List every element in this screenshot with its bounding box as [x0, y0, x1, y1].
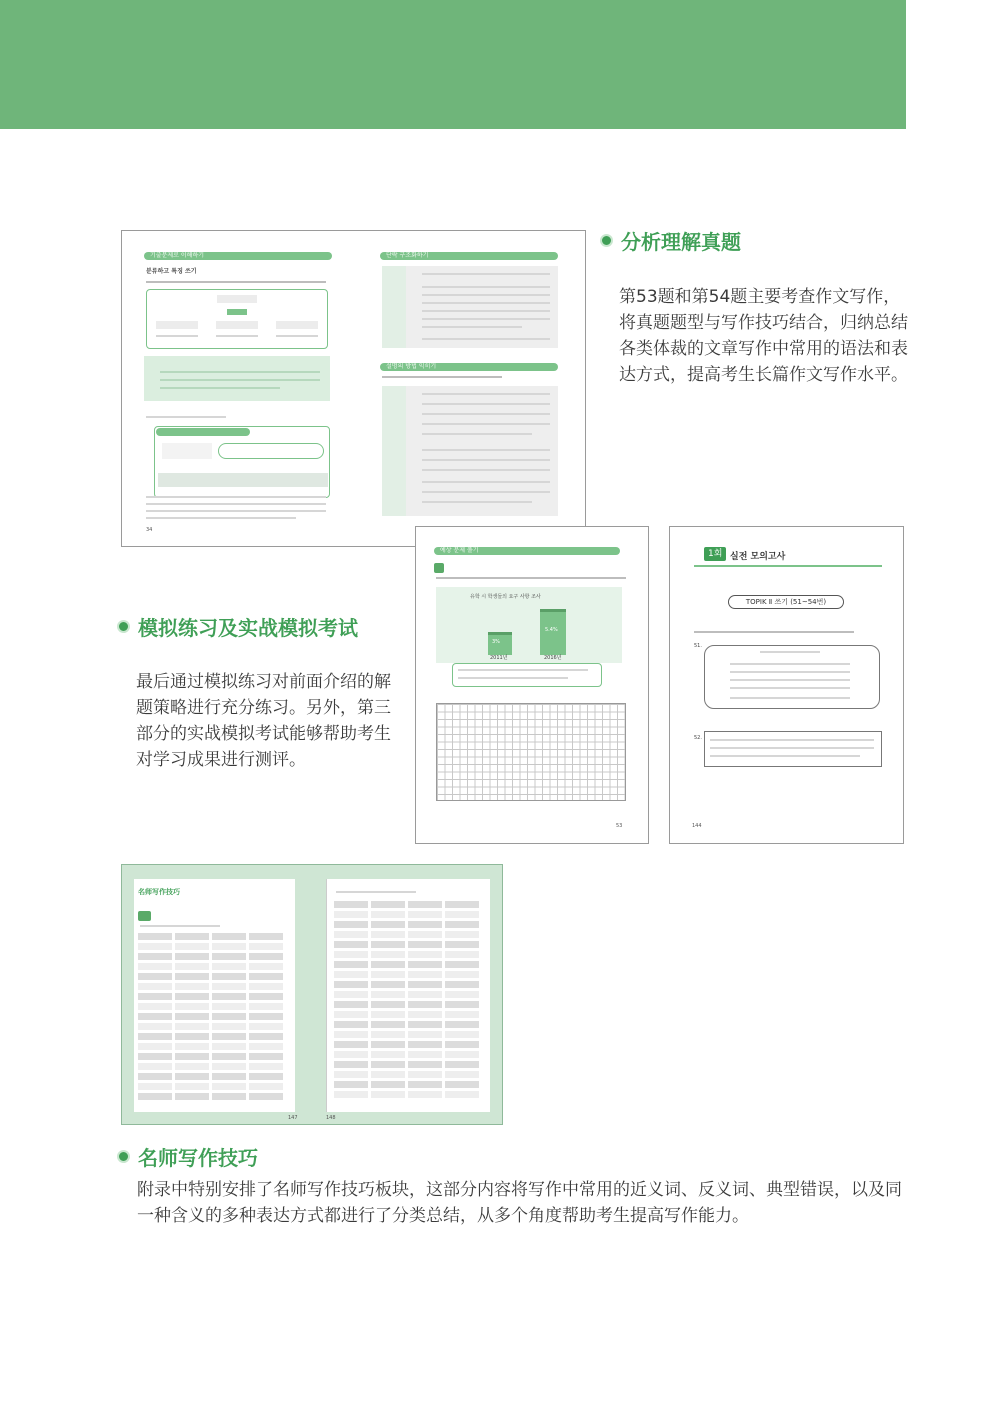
- question-51-label: 51.: [694, 643, 702, 649]
- table-cell: [175, 983, 209, 990]
- writing-grid: [436, 703, 626, 801]
- table-cell: [408, 1031, 442, 1038]
- table-cell: [371, 1021, 405, 1028]
- table-cell: [371, 941, 405, 948]
- table-cell: [334, 961, 368, 968]
- table-cell: [138, 953, 172, 960]
- table-cell: [334, 901, 368, 908]
- table-cell: [408, 991, 442, 998]
- section-practice-body: 最后通过模拟练习对前面介绍的解题策略进行充分练习。另外，第三部分的实战模拟考试能够帮助考生对学习成果进行测评。: [136, 672, 391, 770]
- table-cell: [445, 1051, 479, 1058]
- table-cell: [445, 1061, 479, 1068]
- top-color-band: [0, 0, 906, 129]
- tips-header: 名师写作技巧: [138, 888, 180, 896]
- chart-title: 유학 시 학생들의 요구 사항 조사: [470, 594, 541, 600]
- table-cell: [212, 1003, 246, 1010]
- table-cell: [334, 941, 368, 948]
- section-tips-body: 附录中特别安排了名师写作技巧板块，这部分内容将写作中常用的近义词、反义词、典型错误，以及同一种含义的多种表达方式都进行了分类总结，从多个角度帮助考生提高写作能力。: [137, 1180, 902, 1226]
- table-cell: [408, 1041, 442, 1048]
- table-cell: [175, 933, 209, 940]
- table-cell: [212, 963, 246, 970]
- practice-page-thumbnail: [415, 526, 649, 844]
- table-cell: [212, 973, 246, 980]
- table-cell: [249, 973, 283, 980]
- table-cell: [334, 991, 368, 998]
- table-cell: [408, 961, 442, 968]
- table-cell: [408, 971, 442, 978]
- table-cell: [408, 1081, 442, 1088]
- right-page-header-1: [380, 252, 558, 260]
- table-cell: [371, 951, 405, 958]
- table-cell: [175, 1023, 209, 1030]
- table-cell: [138, 973, 172, 980]
- table-cell: [334, 981, 368, 988]
- table-cell: [249, 1023, 283, 1030]
- table-cell: [212, 983, 246, 990]
- table-cell: [371, 931, 405, 938]
- page-number-left: 34: [146, 527, 153, 533]
- table-cell: [138, 1053, 172, 1060]
- section-tips-title: [117, 1142, 258, 1171]
- table-cell: [212, 1083, 246, 1090]
- table-cell: [445, 911, 479, 918]
- bullet-dot-icon: [117, 620, 130, 633]
- table-cell: [212, 1063, 246, 1070]
- table-cell: [212, 993, 246, 1000]
- table-cell: [408, 921, 442, 928]
- question-52-label: 52.: [694, 735, 702, 741]
- table-cell: [175, 1043, 209, 1050]
- table-cell: [371, 1081, 405, 1088]
- table-cell: [445, 971, 479, 978]
- table-cell: [371, 1011, 405, 1018]
- table-cell: [138, 1013, 172, 1020]
- table-cell: [212, 943, 246, 950]
- practice-page-number: 53: [616, 823, 623, 829]
- table-cell: [249, 1083, 283, 1090]
- table-cell: [334, 1021, 368, 1028]
- table-cell: [371, 911, 405, 918]
- table-cell: [138, 983, 172, 990]
- table-cell: [408, 1071, 442, 1078]
- left-page-header: [144, 252, 332, 260]
- table-cell: [212, 1093, 246, 1100]
- question-52-box: [704, 731, 882, 767]
- table-cell: [371, 961, 405, 968]
- table-cell: [445, 1001, 479, 1008]
- table-cell: [445, 961, 479, 968]
- bar-2011-label: 3%: [492, 639, 500, 645]
- table-cell: [175, 1053, 209, 1060]
- table-cell: [175, 1003, 209, 1010]
- table-cell: [445, 931, 479, 938]
- bullet-dot-icon: [600, 234, 613, 247]
- table-cell: [212, 933, 246, 940]
- table-cell: [175, 1073, 209, 1080]
- table-cell: [371, 971, 405, 978]
- table-cell: [445, 941, 479, 948]
- table-cell: [371, 1041, 405, 1048]
- table-cell: [175, 963, 209, 970]
- table-cell: [138, 1063, 172, 1070]
- right-page-header-2-text: 설명의 방법 익히기: [386, 363, 437, 370]
- table-cell: [334, 1071, 368, 1078]
- table-cell: [371, 921, 405, 928]
- table-cell: [175, 943, 209, 950]
- table-cell: [212, 1033, 246, 1040]
- table-cell: [334, 1081, 368, 1088]
- table-cell: [175, 1083, 209, 1090]
- table-cell: [138, 1023, 172, 1030]
- table-cell: [408, 941, 442, 948]
- table-cell: [408, 911, 442, 918]
- table-cell: [138, 1043, 172, 1050]
- table-cell: [408, 951, 442, 958]
- mock-subtitle-pill: [728, 595, 844, 609]
- table-cell: [445, 1011, 479, 1018]
- bar-2011-year: 2011년: [490, 655, 508, 661]
- table-cell: [334, 971, 368, 978]
- section-analysis-body: 第53题和第54题主要考查作文写作，将真题题型与写作技巧结合，归纳总结各类体裁的文章写作中常用的语法和表达方式，提高考生长篇作文写作水平。: [619, 287, 908, 385]
- table-cell: [445, 1091, 479, 1098]
- section-tips-title-text: 名师写作技巧: [138, 1146, 258, 1170]
- table-cell: [334, 1051, 368, 1058]
- table-cell: [175, 993, 209, 1000]
- table-cell: [371, 1051, 405, 1058]
- table-cell: [175, 1033, 209, 1040]
- table-cell: [249, 1093, 283, 1100]
- table-cell: [408, 901, 442, 908]
- bar-2016-year: 2016년: [544, 655, 562, 661]
- mock-title: 실전 모의고사: [730, 552, 786, 562]
- bar-2016-label: 5.4%: [545, 627, 558, 633]
- table-cell: [138, 1073, 172, 1080]
- table-cell: [445, 1021, 479, 1028]
- table-cell: [445, 991, 479, 998]
- table-cell: [371, 1001, 405, 1008]
- table-cell: [334, 1011, 368, 1018]
- table-cell: [371, 1061, 405, 1068]
- table-cell: [371, 901, 405, 908]
- table-cell: [138, 963, 172, 970]
- mock-page-number: 144: [692, 823, 702, 829]
- table-cell: [249, 943, 283, 950]
- table-cell: [212, 1043, 246, 1050]
- right-page-header-2: [380, 363, 558, 371]
- table-cell: [138, 1093, 172, 1100]
- table-cell: [371, 1091, 405, 1098]
- table-cell: [138, 1033, 172, 1040]
- table-cell: [445, 921, 479, 928]
- table-cell: [175, 1013, 209, 1020]
- table-cell: [408, 931, 442, 938]
- section-practice-title-text: 模拟练习及实战模拟考试: [138, 616, 358, 640]
- left-page-subtitle: 분류하고 특징 쓰기: [146, 268, 197, 275]
- table-cell: [371, 981, 405, 988]
- table-cell: [249, 1003, 283, 1010]
- table-cell: [249, 933, 283, 940]
- table-cell: [249, 1033, 283, 1040]
- table-cell: [334, 1031, 368, 1038]
- mock-round-badge: 1회: [704, 547, 726, 561]
- table-cell: [334, 1001, 368, 1008]
- table-cell: [445, 951, 479, 958]
- table-cell: [334, 921, 368, 928]
- table-cell: [445, 1071, 479, 1078]
- table-cell: [249, 1053, 283, 1060]
- table-cell: [445, 1081, 479, 1088]
- table-cell: [408, 1001, 442, 1008]
- table-cell: [445, 1031, 479, 1038]
- table-cell: [249, 1013, 283, 1020]
- table-cell: [138, 1083, 172, 1090]
- section-practice-title: [117, 612, 358, 641]
- table-cell: [212, 1053, 246, 1060]
- question-51-box: [704, 645, 880, 709]
- table-cell: [249, 963, 283, 970]
- bullet-dot-icon: [117, 1150, 130, 1163]
- table-cell: [138, 933, 172, 940]
- table-cell: [138, 1003, 172, 1010]
- table-cell: [175, 953, 209, 960]
- table-cell: [249, 993, 283, 1000]
- analysis-spread-thumbnail: [121, 230, 586, 547]
- table-cell: [138, 993, 172, 1000]
- table-cell: [334, 951, 368, 958]
- tips-page-number-left: 147: [288, 1115, 298, 1121]
- table-cell: [249, 953, 283, 960]
- table-cell: [445, 1041, 479, 1048]
- table-cell: [249, 1043, 283, 1050]
- bar-chart: [436, 587, 622, 663]
- mock-subtitle: TOPIK Ⅱ 쓰기 (51~54번): [745, 598, 827, 606]
- table-cell: [408, 1061, 442, 1068]
- table-cell: [249, 983, 283, 990]
- table-cell: [371, 1031, 405, 1038]
- table-cell: [212, 1023, 246, 1030]
- table-cell: [249, 1063, 283, 1070]
- table-cell: [212, 953, 246, 960]
- right-page-header-1-text: 단락 구조화하기: [386, 252, 429, 259]
- table-cell: [334, 911, 368, 918]
- section-analysis-title: [600, 226, 741, 255]
- table-cell: [445, 901, 479, 908]
- table-cell: [334, 931, 368, 938]
- practice-header-text: 예상 문제 풀기: [440, 547, 479, 554]
- table-cell: [138, 943, 172, 950]
- section-analysis-title-text: 分析理解真题: [621, 230, 741, 254]
- table-cell: [408, 1021, 442, 1028]
- table-cell: [408, 1011, 442, 1018]
- table-cell: [334, 1091, 368, 1098]
- table-cell: [334, 1041, 368, 1048]
- practice-header: [434, 547, 620, 555]
- table-cell: [408, 1091, 442, 1098]
- table-cell: [371, 991, 405, 998]
- table-cell: [175, 1093, 209, 1100]
- table-cell: [175, 973, 209, 980]
- table-cell: [334, 1061, 368, 1068]
- table-cell: [175, 1063, 209, 1070]
- tips-spread-thumbnail: [121, 864, 503, 1125]
- table-cell: [212, 1013, 246, 1020]
- table-cell: [445, 981, 479, 988]
- mock-test-thumbnail: [669, 526, 904, 844]
- table-cell: [408, 1051, 442, 1058]
- table-cell: [249, 1073, 283, 1080]
- table-cell: [371, 1071, 405, 1078]
- table-cell: [212, 1073, 246, 1080]
- tips-page-number-right: 148: [326, 1115, 336, 1121]
- left-page-header-text: 기출문제로 이해하기: [150, 252, 205, 259]
- table-cell: [408, 981, 442, 988]
